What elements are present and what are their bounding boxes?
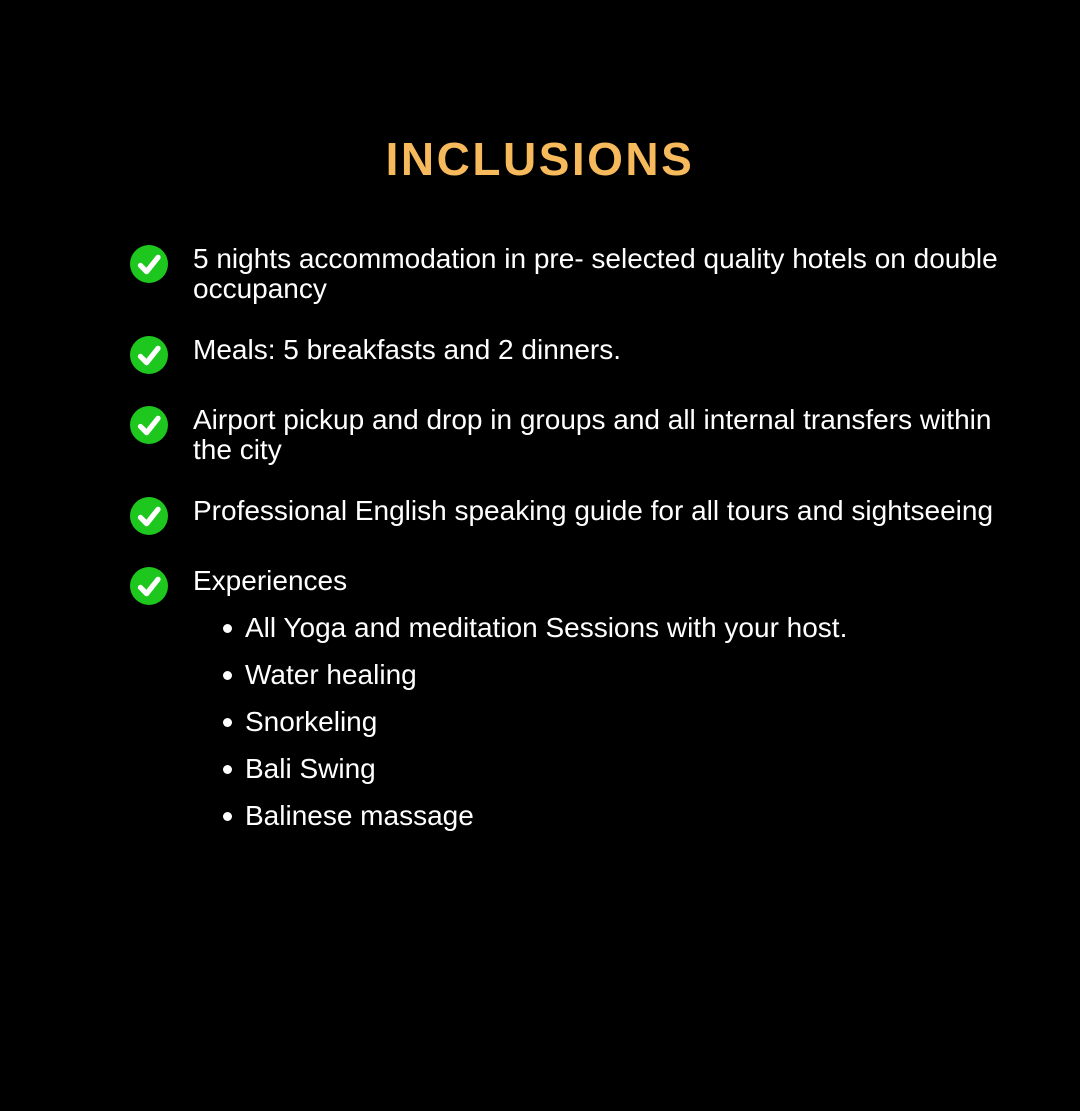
- sub-list-item: All Yoga and meditation Sessions with your host.: [223, 613, 847, 643]
- inclusions-card: [0, 31, 1080, 1111]
- item-text: Airport pickup and drop in groups and all internal transfers within the city: [193, 403, 992, 465]
- check-circle-icon: [130, 336, 168, 374]
- list-item: [130, 496, 1040, 535]
- sub-list-item: Balinese massage: [223, 801, 847, 831]
- sub-list-item: Water healing: [223, 660, 847, 690]
- check-circle-icon: [130, 567, 168, 605]
- list-item: [130, 335, 1040, 374]
- sub-list-item: Bali Swing: [223, 754, 847, 784]
- list-item: [130, 244, 1040, 304]
- experiences-sub-list: [193, 613, 847, 831]
- check-circle-icon: [130, 406, 168, 444]
- item-text: Meals: 5 breakfasts and 2 dinners.: [193, 333, 622, 365]
- check-circle-icon: [130, 497, 168, 535]
- check-circle-icon: [130, 245, 168, 283]
- list-item: [130, 566, 1040, 848]
- item-text: Experiences: [193, 564, 348, 596]
- page-title: INCLUSIONS: [385, 132, 695, 185]
- sub-list-item: Snorkeling: [223, 707, 847, 737]
- item-text: Professional English speaking guide for all tours and sightseeing: [193, 494, 994, 526]
- item-text: 5 nights accommodation in pre- selected quality hotels on double occupancy: [193, 242, 998, 304]
- list-item: [130, 405, 1040, 465]
- inclusions-list: [130, 244, 1040, 848]
